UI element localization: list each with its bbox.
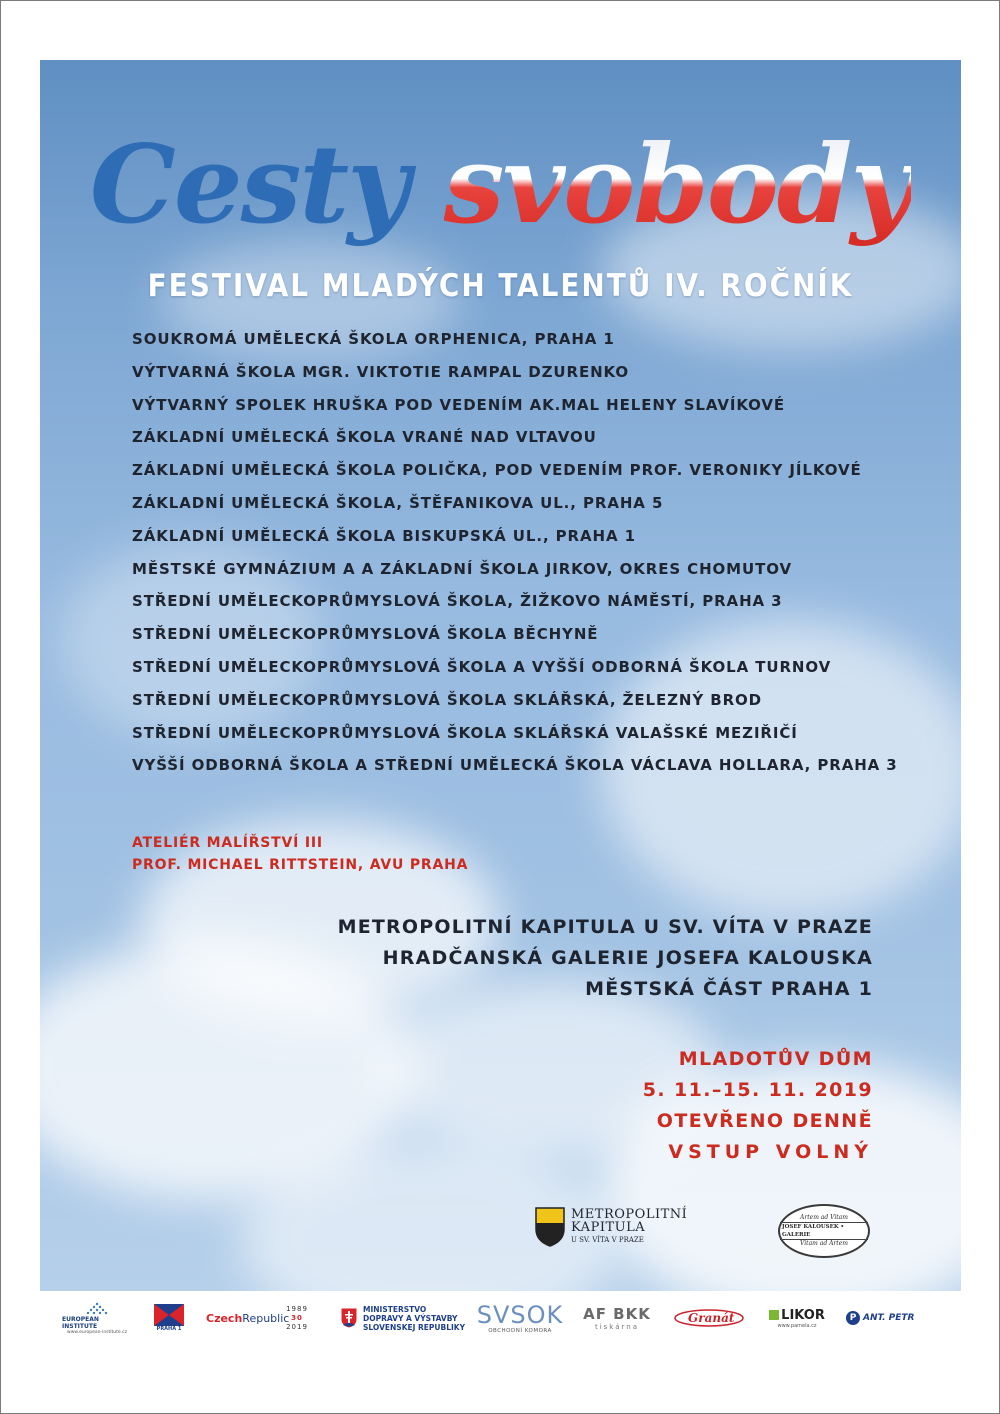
afbkk-logo: [580, 1296, 654, 1340]
list-item: VÝTVARNÝ SPOLEK HRUŠKA POD VEDENÍM AK.MAL HELENY SLAVÍKOVÉ: [132, 395, 786, 414]
ministry-line: DOPRAVY A VÝSTAVBY: [363, 1313, 458, 1323]
list-item: STŘEDNÍ UMĚLECKOPRŮMYSLOVÁ ŠKOLA SKLÁŘSKÁ, ŽELEZNÝ BROD: [132, 690, 763, 709]
european-institute-name: EUROPEAN INSTITUTE: [62, 1315, 99, 1330]
list-item: ZÁKLADNÍ UMĚLECKÁ ŠKOLA BISKUPSKÁ UL., PRAHA 1: [132, 526, 636, 545]
granat-name: Granát: [688, 1311, 735, 1325]
organizers-block: [338, 912, 873, 1005]
sky-background: [40, 60, 961, 1291]
kapitula-logo-line: KAPITULA: [571, 1219, 646, 1235]
event-info: [643, 1044, 873, 1168]
list-item: ZÁKLADNÍ UMĚLECKÁ ŠKOLA, ŠTĚFANIKOVA UL., PRAHA 5: [132, 493, 664, 512]
list-item: STŘEDNÍ UMĚLECKOPRŮMYSLOVÁ ŠKOLA, ŽIŽKOVO NÁMĚSTÍ, PRAHA 3: [132, 592, 783, 611]
list-item: VÝTVARNÁ ŠKOLA MGR. VIKTOTIE RAMPAL DZURENKO: [132, 362, 630, 381]
afbkk-name: AF BKK: [583, 1305, 651, 1323]
list-item: STŘEDNÍ UMĚLECKOPRŮMYSLOVÁ ŠKOLA SKLÁŘSKÁ VALAŠSKÉ MEZIŘIČÍ: [132, 723, 798, 742]
atelier-line: ATELIÉR MALÍŘSTVÍ III: [132, 835, 323, 851]
title-word-svobody: svobody: [443, 122, 912, 248]
afbkk-sub: tiskárna: [594, 1323, 640, 1331]
likor-logo: [760, 1296, 834, 1340]
european-institute-url: www.european-institute.cz: [67, 1329, 127, 1335]
festival-subtitle: FESTIVAL MLADÝCH TALENTŮ IV. ROČNÍK: [147, 268, 854, 304]
list-item: STŘEDNÍ UMĚLECKOPRŮMYSLOVÁ ŠKOLA BĚCHYNĚ: [132, 625, 599, 644]
republic-word: Republic: [242, 1311, 290, 1325]
event-entry: VSTUP VOLNÝ: [668, 1141, 873, 1163]
event-dates: 5. 11.–15. 11. 2019: [642, 1079, 873, 1101]
slovak-coat-of-arms-icon: [340, 1307, 358, 1329]
list-item: SOUKROMÁ UMĚLECKÁ ŠKOLA ORPHENICA, PRAHA 1: [132, 330, 615, 348]
seal-middle-text: JOSEF KALOUSEK • GALERIE: [780, 1222, 868, 1240]
title-word-cesty: Cesty: [89, 122, 409, 248]
antpetr-name: ANT. PETR: [863, 1313, 915, 1323]
list-item: MĚSTSKÉ GYMNÁZIUM A A ZÁKLADNÍ ŠKOLA JIRKOV, OKRES CHOMUTOV: [132, 559, 792, 578]
kapitula-logo-subline: U SV. VÍTA V PRAZE: [571, 1235, 644, 1244]
year-2019: 2019: [286, 1322, 308, 1331]
organizer-line: HRADČANSKÁ GALERIE JOSEFA KALOUSKA: [382, 947, 873, 969]
poster-title: [40, 120, 961, 250]
likor-url: www.pamela.cz: [777, 1322, 817, 1329]
ministry-text: [363, 1305, 465, 1332]
likor-name: LIKOR: [781, 1307, 825, 1323]
event-opening: OTEVŘENO DENNĚ: [656, 1110, 873, 1132]
shield-icon: [535, 1207, 565, 1247]
antpetr-p-icon: P: [846, 1311, 860, 1325]
ministry-line: MINISTERSTVO: [363, 1304, 427, 1314]
praha1-label: PRAHA 1: [156, 1326, 182, 1332]
czech-republic-logo: [206, 1296, 290, 1340]
list-item: ZÁKLADNÍ UMĚLECKÁ ŠKOLA VRANÉ NAD VLTAVOU: [132, 428, 597, 447]
svsok-sub: OBCHODNÍ KOMORA: [488, 1328, 552, 1334]
antpetr-logo: [846, 1296, 926, 1340]
ministry-line: SLOVENSKEJ REPUBLIKY: [363, 1322, 466, 1332]
pyramid-icon: [85, 1302, 109, 1316]
svsok-logo: [474, 1296, 566, 1340]
praha1-flag-icon: [154, 1304, 184, 1326]
ministry-logo: [340, 1296, 470, 1340]
organizer-line: MĚSTSKÁ ČÁST PRAHA 1: [585, 978, 873, 1000]
year-1989: 1989: [286, 1304, 308, 1313]
metropolitni-kapitula-logo: [535, 1205, 715, 1249]
anniversary-logo: [282, 1296, 312, 1340]
praha1-logo: [152, 1296, 186, 1340]
atelier-professor: PROF. MICHAEL RITTSTEIN, AVU PRAHA: [132, 857, 469, 873]
czech-word: Czech: [206, 1311, 243, 1325]
european-institute-logo: [62, 1296, 132, 1340]
seal-bottom-text: Vitam ad Artem: [800, 1240, 848, 1247]
kapitula-logo-text: [571, 1208, 687, 1247]
granat-logo: [674, 1296, 754, 1340]
seal-top-text: Artem ad Vitam: [800, 1214, 848, 1221]
event-venue: MLADOTŮV DŮM: [678, 1048, 873, 1070]
sponsor-logos: [60, 1296, 940, 1340]
atelier-credit: [132, 832, 468, 876]
organizer-line: METROPOLITNÍ KAPITULA U SV. VÍTA V PRAZE: [337, 916, 873, 938]
likor-square-icon: [769, 1310, 779, 1320]
list-item: VYŠŠÍ ODBORNÁ ŠKOLA A STŘEDNÍ UMĚLECKÁ ŠKOLA VÁCLAVA HOLLARA, PRAHA 3: [132, 756, 898, 775]
list-item: STŘEDNÍ UMĚLECKOPRŮMYSLOVÁ ŠKOLA A VYŠŠÍ ODBORNÁ ŠKOLA TURNOV: [132, 657, 832, 676]
svsok-name: SVSOK: [476, 1301, 564, 1329]
anniversary-30: 30: [291, 1313, 303, 1322]
gallery-seal-logo: [778, 1204, 870, 1258]
school-list: [132, 330, 898, 789]
list-item: ZÁKLADNÍ UMĚLECKÁ ŠKOLA POLIČKA, POD VEDENÍM PROF. VERONIKY JÍLKOVÉ: [132, 461, 862, 480]
kapitula-logo-line: METROPOLITNÍ: [571, 1206, 688, 1222]
